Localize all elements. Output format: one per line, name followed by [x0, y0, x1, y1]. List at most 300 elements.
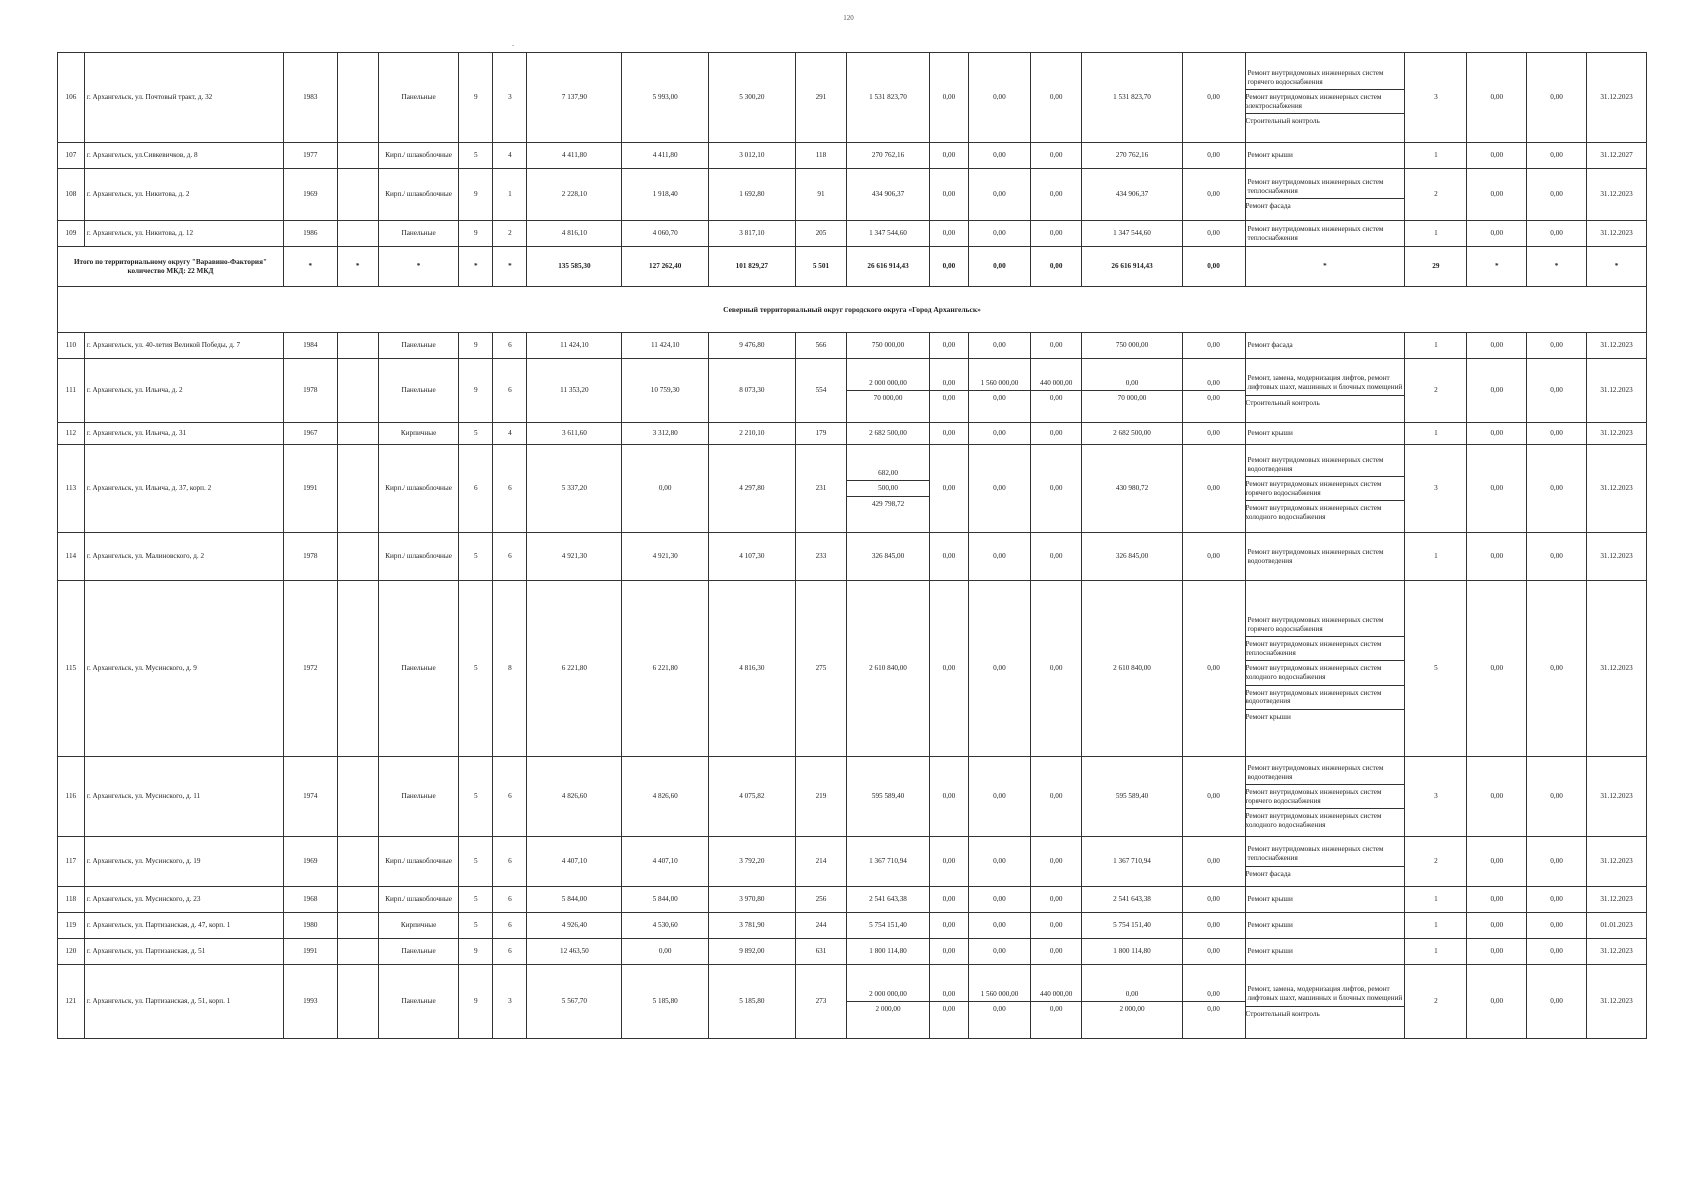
row-number: 110	[58, 333, 85, 359]
commissioning-year	[337, 221, 378, 247]
premises-area: 4 921,30	[622, 533, 709, 581]
cost-value-cell	[847, 757, 930, 837]
construction-year: 1986	[283, 221, 337, 247]
total-area: 4 816,10	[527, 221, 622, 247]
residents-count: 179	[795, 423, 847, 445]
other-value: 0,00	[1207, 429, 1220, 438]
work-type: Ремонт внутридомовых инженерных систем горячего водоснабжения	[1246, 476, 1405, 500]
total-area: 4 411,80	[527, 143, 622, 169]
commissioning-year	[337, 887, 378, 913]
work-type: Ремонт внутридомовых инженерных систем горячего водоснабжения	[1246, 784, 1405, 808]
completion-deadline: 31.12.2023	[1587, 359, 1647, 423]
local-budget-value: 440 000,00	[1040, 989, 1073, 998]
building-row	[58, 423, 1647, 445]
district-total-row	[58, 247, 1647, 287]
other-value-list	[1185, 918, 1243, 933]
total-material: *	[378, 247, 458, 287]
total-area: 7 137,90	[527, 53, 622, 143]
local-budget-value: 0,00	[1049, 484, 1063, 493]
local-budget-value-cell	[1030, 445, 1082, 533]
regional-budget-value: 0,00	[993, 857, 1006, 866]
total-area: 12 463,50	[527, 939, 622, 965]
total-fund: 0,00	[929, 247, 968, 287]
limit-cost: 0,00	[1527, 887, 1587, 913]
cost-value: 1 531 823,70	[847, 53, 930, 143]
residents-count: 291	[795, 53, 847, 143]
work-type: Ремонт внутридомовых инженерных систем теплоснабжения	[1246, 636, 1405, 660]
premises-area: 5 185,80	[622, 965, 709, 1039]
work-count: 1	[1405, 143, 1467, 169]
work-count: 1	[1405, 913, 1467, 939]
row-number: 114	[58, 533, 85, 581]
residents-count: 554	[795, 359, 847, 423]
row-number: 120	[58, 939, 85, 965]
regional-budget-value-cell	[969, 887, 1031, 913]
work-type-list	[1245, 66, 1403, 129]
floors-count: 9	[459, 53, 493, 143]
work-count: 1	[1405, 333, 1467, 359]
regional-budget-value-cell	[969, 533, 1031, 581]
construction-year: 1978	[283, 533, 337, 581]
residential-area: 4 075,82	[709, 757, 796, 837]
construction-year: 1969	[283, 169, 337, 221]
work-type-list	[1245, 761, 1403, 833]
other-value: 0,00	[1182, 221, 1245, 247]
wall-material: Панельные	[378, 221, 458, 247]
building-row	[58, 837, 1647, 887]
building-row	[58, 913, 1647, 939]
residential-area: 8 073,30	[709, 359, 796, 423]
residents-count: 275	[795, 581, 847, 757]
premises-area: 0,00	[622, 939, 709, 965]
local-budget-value-list	[1033, 789, 1080, 804]
wall-material: Панельные	[378, 333, 458, 359]
entrances-count: 3	[493, 53, 527, 143]
other-value-cell	[1182, 939, 1245, 965]
varavino-total	[58, 247, 1647, 333]
wall-material: Панельные	[378, 939, 458, 965]
cost-value-cell	[847, 533, 930, 581]
unit-cost: 0,00	[1467, 169, 1527, 221]
commissioning-year	[337, 333, 378, 359]
entrances-count: 6	[493, 887, 527, 913]
completion-deadline: 31.12.2023	[1587, 423, 1647, 445]
premises-area: 10 759,30	[622, 359, 709, 423]
residential-area: 3 970,80	[709, 887, 796, 913]
fund-value: 0,00	[929, 53, 968, 143]
fund-value-list	[932, 987, 966, 1017]
entrances-count: 6	[493, 837, 527, 887]
cost-value-list	[849, 549, 927, 564]
row-number: 115	[58, 581, 85, 757]
local-budget-value-cell	[1030, 423, 1082, 445]
fund-value-cell	[929, 333, 968, 359]
floors-count: 9	[459, 169, 493, 221]
limit-cost: 0,00	[1527, 757, 1587, 837]
other-value-cell	[1182, 423, 1245, 445]
commissioning-year	[337, 581, 378, 757]
unit-cost: 0,00	[1467, 533, 1527, 581]
regional-budget-value: 0,00	[993, 484, 1006, 493]
limit-cost: 0,00	[1527, 221, 1587, 247]
limit-cost: 0,00	[1527, 939, 1587, 965]
wall-material: Кирп./ шлакоблочные	[378, 445, 458, 533]
work-type-list	[1248, 148, 1403, 163]
construction-year: 1968	[283, 887, 337, 913]
work-count: 1	[1405, 939, 1467, 965]
total-budget-reg: 0,00	[969, 247, 1031, 287]
cost-value: 326 845,00	[871, 552, 905, 561]
cost-value: 2 000 000,00	[869, 989, 907, 998]
local-budget-value: 0,00	[1049, 857, 1063, 866]
other-value: 0,00	[1207, 792, 1220, 801]
building-row	[58, 965, 1647, 1039]
residents-count: 273	[795, 965, 847, 1039]
owners-funds-value-cell	[1082, 581, 1182, 757]
other-value-cell	[1182, 837, 1245, 887]
owners-funds-value-cell	[1082, 913, 1182, 939]
other-value-list	[1185, 944, 1243, 959]
floors-count: 9	[459, 965, 493, 1039]
work-type-list	[1245, 453, 1403, 525]
completion-deadline: 31.12.2027	[1587, 143, 1647, 169]
fund-value-list	[932, 661, 966, 676]
commissioning-year	[337, 445, 378, 533]
row-number: 109	[58, 221, 85, 247]
cost-value: 70 000,00	[847, 390, 929, 406]
works-cell	[1245, 533, 1405, 581]
work-type: Ремонт внутридомовых инженерных систем водоотведения	[1247, 763, 1384, 781]
severny-rows	[58, 333, 1647, 1039]
unit-cost: 0,00	[1467, 913, 1527, 939]
fund-value: 0,00	[942, 341, 956, 350]
work-count: 2	[1405, 965, 1467, 1039]
floors-count: 9	[459, 939, 493, 965]
owners-funds-value-cell	[1082, 333, 1182, 359]
regional-budget-value: 0,00	[993, 429, 1006, 438]
cost-value: 434 906,37	[847, 169, 930, 221]
residential-area: 3 012,10	[709, 143, 796, 169]
owners-funds-value-cell	[1082, 445, 1182, 533]
entrances-count: 2	[493, 221, 527, 247]
total-residents: 5 501	[795, 247, 847, 287]
limit-cost: 0,00	[1527, 143, 1587, 169]
local-budget-value-cell	[1030, 533, 1082, 581]
building-row	[58, 887, 1647, 913]
owners-funds-value-list	[1084, 987, 1179, 1017]
row-number: 118	[58, 887, 85, 913]
total-col-c: *	[337, 247, 378, 287]
owners-funds-value: 430 980,72	[1115, 484, 1149, 493]
completion-deadline: 01.01.2023	[1587, 913, 1647, 939]
fund-value-cell	[929, 581, 968, 757]
regional-budget-value-cell	[969, 333, 1031, 359]
total-area: 3 611,60	[527, 423, 622, 445]
premises-area: 5 993,00	[622, 53, 709, 143]
fund-value: 0,00	[930, 390, 968, 406]
unit-cost: 0,00	[1467, 757, 1527, 837]
work-type: Ремонт внутридомовых инженерных систем теплоснабжения	[1247, 845, 1384, 862]
fund-value: 0,00	[942, 484, 956, 493]
residents-count: 205	[795, 221, 847, 247]
fund-value: 0,00	[942, 857, 956, 866]
local-budget-value-cell	[1030, 913, 1082, 939]
limit-cost: 0,00	[1527, 359, 1587, 423]
floors-count: 9	[459, 221, 493, 247]
building-address: г. Архангельск, ул. Никитова, д. 2	[84, 169, 283, 221]
premises-area: 0,00	[622, 445, 709, 533]
premises-area: 4 411,80	[622, 143, 709, 169]
entrances-count: 1	[493, 169, 527, 221]
regional-budget-value: 0,00	[969, 169, 1031, 221]
work-type: Ремонт крыши	[1247, 895, 1293, 904]
entrances-count: 6	[493, 333, 527, 359]
regional-budget-value-list	[971, 338, 1028, 353]
work-type: Ремонт внутридомовых инженерных систем теплоснабжения	[1247, 178, 1384, 195]
other-value-cell	[1182, 581, 1245, 757]
construction-year: 1991	[283, 445, 337, 533]
completion-deadline: 31.12.2023	[1587, 965, 1647, 1039]
local-budget-value: 0,00	[1049, 792, 1063, 801]
building-row	[58, 169, 1647, 221]
owners-funds-value-list	[1084, 549, 1179, 564]
building-row	[58, 359, 1647, 423]
fund-value-cell	[929, 757, 968, 837]
local-budget-value-cell	[1030, 333, 1082, 359]
regional-budget-value-list	[971, 549, 1028, 564]
other-value-cell	[1182, 359, 1245, 423]
works-cell	[1245, 887, 1405, 913]
owners-funds-value-list	[1084, 481, 1179, 496]
completion-deadline: 31.12.2023	[1587, 221, 1647, 247]
work-type: Ремонт внутридомовых инженерных систем горячего водоснабжения	[1247, 68, 1384, 86]
unit-cost: 0,00	[1467, 221, 1527, 247]
regional-budget-value-cell	[969, 939, 1031, 965]
unit-cost: 0,00	[1467, 53, 1527, 143]
premises-area: 1 918,40	[622, 169, 709, 221]
local-budget-value-cell	[1030, 757, 1082, 837]
cost-value: 1 347 544,60	[847, 221, 930, 247]
cost-value-cell	[847, 939, 930, 965]
regional-budget-value-list	[971, 481, 1028, 496]
regional-budget-value-list	[971, 987, 1028, 1017]
fund-value: 0,00	[942, 552, 956, 561]
row-number: 121	[58, 965, 85, 1039]
total-area: 135 585,30	[527, 247, 622, 287]
local-budget-value: 0,00	[1030, 221, 1082, 247]
owners-funds-value-cell	[1082, 939, 1182, 965]
regional-budget-value: 0,00	[993, 921, 1006, 930]
local-budget-value-list	[1033, 944, 1080, 959]
entrances-count: 6	[493, 445, 527, 533]
local-budget-value-list	[1033, 426, 1080, 441]
cost-value: 595 589,40	[871, 792, 905, 801]
local-budget-value: 0,00	[1049, 947, 1063, 956]
owners-funds-value: 2 610 840,00	[1113, 664, 1151, 673]
other-value: 0,00	[1183, 1001, 1245, 1017]
work-type-list	[1248, 545, 1403, 568]
cost-value: 429 798,72	[847, 496, 929, 512]
local-budget-value-list	[1033, 481, 1080, 496]
wall-material: Кирп./ шлакоблочные	[378, 169, 458, 221]
completion-deadline: 31.12.2023	[1587, 169, 1647, 221]
entrances-count: 6	[493, 359, 527, 423]
commissioning-year	[337, 53, 378, 143]
cost-value-list	[849, 426, 927, 441]
cost-value-cell	[847, 333, 930, 359]
premises-area: 11 424,10	[622, 333, 709, 359]
other-value-list	[1185, 481, 1243, 496]
building-row	[58, 53, 1647, 143]
cost-value-cell	[847, 965, 930, 1039]
owners-funds-value-list	[1084, 338, 1179, 353]
building-address: г. Архангельск, ул. Малиновского, д. 2	[84, 533, 283, 581]
owners-funds-value-cell	[1082, 887, 1182, 913]
construction-year: 1993	[283, 965, 337, 1039]
other-value: 0,00	[1207, 552, 1220, 561]
local-budget-value: 0,00	[1049, 429, 1063, 438]
total-area: 11 353,20	[527, 359, 622, 423]
work-count: 3	[1405, 445, 1467, 533]
building-row	[58, 939, 1647, 965]
residents-count: 566	[795, 333, 847, 359]
local-budget-value: 0,00	[1030, 169, 1082, 221]
regional-budget-value-cell	[969, 837, 1031, 887]
construction-year: 1991	[283, 939, 337, 965]
owners-funds-value-cell	[1082, 359, 1182, 423]
other-value-cell	[1182, 913, 1245, 939]
total-area-b: 127 262,40	[622, 247, 709, 287]
commissioning-year	[337, 757, 378, 837]
entrances-count: 4	[493, 143, 527, 169]
total-area: 4 407,10	[527, 837, 622, 887]
other-value: 0,00	[1207, 378, 1220, 387]
regional-budget-value: 0,00	[993, 664, 1006, 673]
owners-funds-value: 1 367 710,94	[1113, 857, 1151, 866]
cost-value-cell	[847, 581, 930, 757]
building-address: г. Архангельск, ул. Партизанская, д. 47, корп. 1	[84, 913, 283, 939]
entrances-count: 6	[493, 757, 527, 837]
cost-value-cell	[847, 445, 930, 533]
work-type: Ремонт фасада	[1246, 198, 1405, 214]
floors-count: 5	[459, 913, 493, 939]
construction-year: 1974	[283, 757, 337, 837]
residents-count: 118	[795, 143, 847, 169]
cost-value-list	[849, 918, 927, 933]
local-budget-value-cell	[1030, 837, 1082, 887]
limit-cost: 0,00	[1527, 423, 1587, 445]
residents-count: 91	[795, 169, 847, 221]
limit-cost: 0,00	[1527, 533, 1587, 581]
floors-count: 9	[459, 359, 493, 423]
building-row	[58, 221, 1647, 247]
works-cell	[1245, 913, 1405, 939]
total-works: *	[1245, 247, 1405, 287]
cost-value: 270 762,16	[847, 143, 930, 169]
row-number: 112	[58, 423, 85, 445]
construction-year: 1972	[283, 581, 337, 757]
unit-cost: 0,00	[1467, 581, 1527, 757]
unit-cost: 0,00	[1467, 965, 1527, 1039]
cost-value-list	[849, 789, 927, 804]
fund-value-list	[932, 481, 966, 496]
local-budget-value: 0,00	[1049, 664, 1063, 673]
owners-funds-value-list	[1084, 944, 1179, 959]
owners-funds-value: 0,00	[1125, 378, 1139, 387]
other-value-list	[1185, 892, 1243, 907]
building-row	[58, 143, 1647, 169]
works-cell	[1245, 359, 1405, 423]
residential-area: 3 781,90	[709, 913, 796, 939]
varavino-rows	[58, 53, 1647, 247]
construction-year: 1983	[283, 53, 337, 143]
owners-funds-value: 2 000,00	[1082, 1001, 1181, 1017]
local-budget-value-cell	[1030, 581, 1082, 757]
local-budget-value: 0,00	[1031, 390, 1082, 406]
cost-value: 5 754 151,40	[869, 921, 907, 930]
local-budget-value-list	[1033, 376, 1080, 406]
building-address: г. Архангельск, ул. Ильича, д. 31	[84, 423, 283, 445]
cost-value: 1 800 114,80	[869, 947, 907, 956]
owners-funds-value-cell	[1082, 423, 1182, 445]
fund-value: 0,00	[942, 429, 956, 438]
regional-budget-value-list	[971, 661, 1028, 676]
building-address: г. Архангельск, ул. Никитова, д. 12	[84, 221, 283, 247]
total-area-c: 101 829,27	[709, 247, 796, 287]
total-owners: 26 616 914,43	[1082, 247, 1182, 287]
other-value-cell	[1182, 533, 1245, 581]
cost-value-cell	[847, 423, 930, 445]
work-type-list	[1245, 842, 1403, 881]
owners-funds-value: 2 541 643,38	[1113, 895, 1151, 904]
completion-deadline: 31.12.2023	[1587, 53, 1647, 143]
total-label: Итого по территориальному округу "Варавино-Фактория" количество МКД: 22 МКД	[58, 247, 284, 287]
work-type: Строительный контроль	[1246, 1006, 1405, 1022]
unit-cost: 0,00	[1467, 887, 1527, 913]
regional-budget-value-cell	[969, 913, 1031, 939]
owners-funds-value-list	[1084, 789, 1179, 804]
residential-area: 5 185,80	[709, 965, 796, 1039]
entrances-count: 3	[493, 965, 527, 1039]
cost-value: 2 610 840,00	[869, 664, 907, 673]
wall-material: Кирп./ шлакоблочные	[378, 837, 458, 887]
total-floors: *	[459, 247, 493, 287]
work-count: 2	[1405, 837, 1467, 887]
wall-material: Панельные	[378, 53, 458, 143]
regional-budget-value: 0,00	[993, 552, 1006, 561]
other-value-list	[1185, 854, 1243, 869]
residential-area: 5 300,20	[709, 53, 796, 143]
local-budget-value: 0,00	[1031, 1001, 1082, 1017]
regional-budget-value-list	[971, 892, 1028, 907]
owners-funds-value: 750 000,00	[1115, 341, 1149, 350]
wall-material: Кирп./ шлакоблочные	[378, 887, 458, 913]
page-tick-mark: -	[512, 41, 515, 49]
wall-material: Панельные	[378, 965, 458, 1039]
total-work-count: 29	[1405, 247, 1467, 287]
works-cell	[1245, 423, 1405, 445]
work-type: Ремонт внутридомовых инженерных систем холодного водоснабжения	[1246, 500, 1405, 524]
fund-value-list	[932, 376, 966, 406]
fund-value: 0,00	[942, 664, 956, 673]
work-type: Строительный контроль	[1246, 395, 1405, 411]
regional-budget-value: 1 560 000,00	[980, 989, 1019, 998]
works-cell	[1245, 965, 1405, 1039]
work-count: 2	[1405, 359, 1467, 423]
floors-count: 5	[459, 757, 493, 837]
unit-cost: 0,00	[1467, 939, 1527, 965]
fund-value-list	[932, 789, 966, 804]
